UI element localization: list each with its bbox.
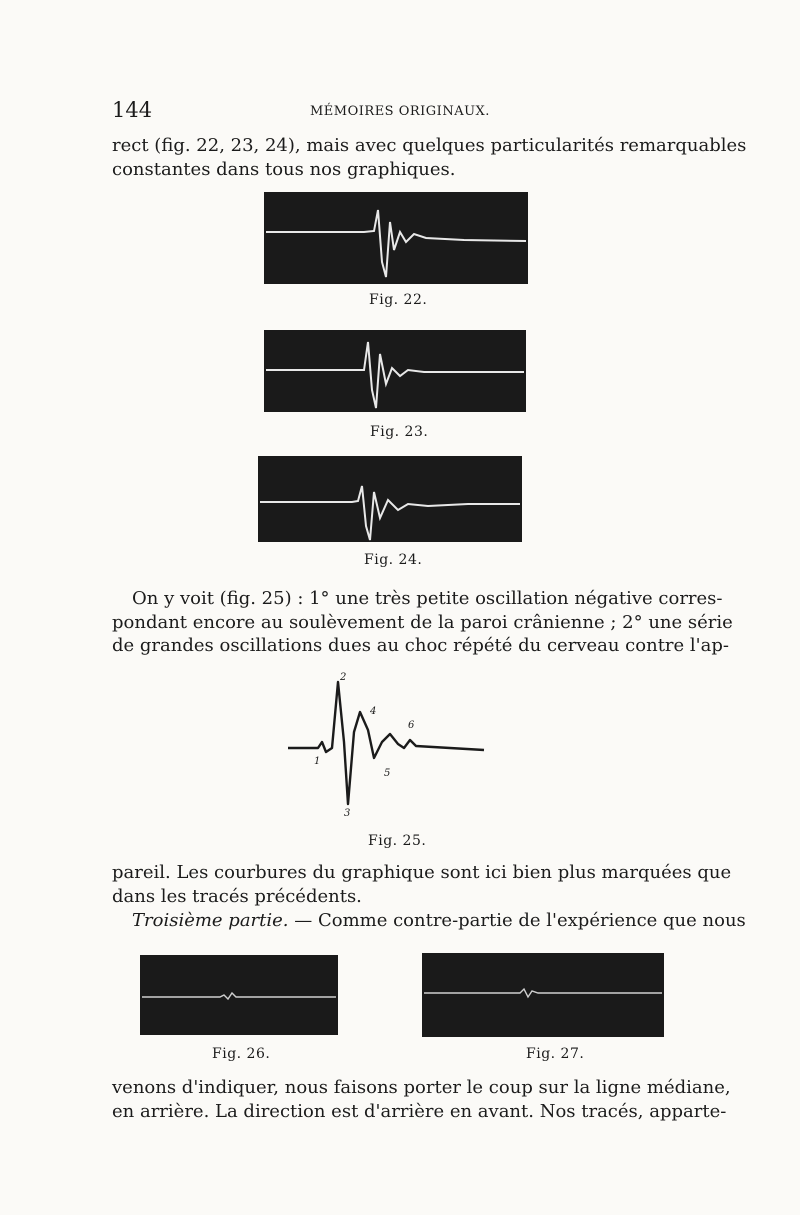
text-line: rect (fig. 22, 23, 24), mais avec quelques particularités remarquables <box>112 135 747 156</box>
text-line: en arrière. La direction est d'arrière en avant. Nos tracés, apparte- <box>112 1100 727 1122</box>
paragraph-3 <box>112 861 732 908</box>
running-title: MÉMOIRES ORIGINAUX. <box>310 104 490 119</box>
fig25-label-1: 1 <box>314 756 321 767</box>
figure-23-caption: Fig. 23. <box>370 424 429 440</box>
figure-22-caption: Fig. 22. <box>369 292 428 308</box>
text-line: On y voit (fig. 25) : 1° une très petite oscillation négative corres- <box>132 588 723 609</box>
paragraph-1 <box>112 134 747 181</box>
figure-26-caption: Fig. 26. <box>212 1046 271 1062</box>
page-number: 144 <box>112 98 153 122</box>
figure-25-caption: Fig. 25. <box>368 833 427 849</box>
paragraph-2 <box>112 587 733 658</box>
section-heading: Troisième partie. <box>132 910 289 931</box>
text-line: pareil. Les courbures du graphique sont ici bien plus marquées que <box>112 862 732 883</box>
figure-23-trace <box>264 330 526 412</box>
text-line: venons d'indiquer, nous faisons porter le coup sur la ligne médiane, <box>112 1077 731 1098</box>
text-line: pondant encore au soulèvement de la paroi crânienne ; 2° une série <box>112 611 733 633</box>
fig25-label-5: 5 <box>384 768 391 779</box>
figure-22-trace <box>264 192 528 284</box>
fig25-label-6: 6 <box>408 720 415 731</box>
fig25-label-3: 3 <box>344 808 351 819</box>
paragraph-4-heading-line <box>112 909 746 933</box>
figure-26-trace <box>140 955 338 1035</box>
text-line: de grandes oscillations dues au choc répété du cerveau contre l'ap- <box>112 635 729 656</box>
text-line <box>112 909 746 933</box>
fig25-label-2: 2 <box>340 672 347 683</box>
figure-25-sketch <box>284 672 494 820</box>
figure-24-caption: Fig. 24. <box>364 552 423 568</box>
fig25-label-4: 4 <box>370 706 377 717</box>
paragraph-4 <box>112 1076 731 1123</box>
text-line: dans les tracés précédents. <box>112 885 362 907</box>
text-segment: — Comme contre-partie de l'expérience que nous <box>288 910 746 931</box>
figure-24-trace <box>258 456 522 542</box>
text-line: constantes dans tous nos graphiques. <box>112 158 456 180</box>
figure-27-trace <box>422 953 664 1037</box>
figure-27-caption: Fig. 27. <box>526 1046 585 1062</box>
